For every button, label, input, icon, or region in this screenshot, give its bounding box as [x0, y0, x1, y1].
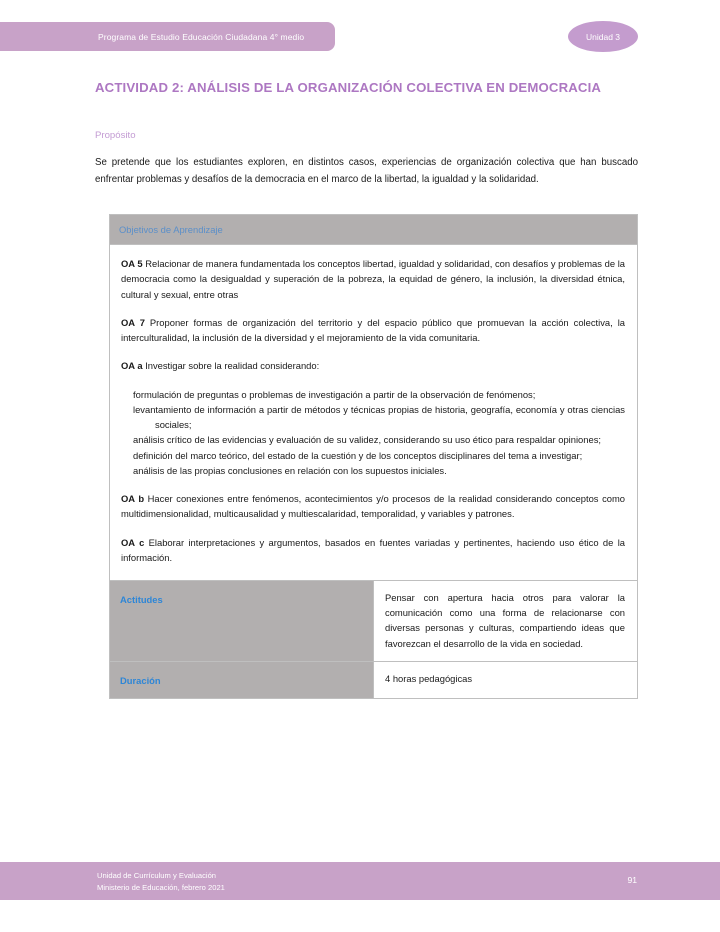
objective-text: Investigar sobre la realidad considerando:: [145, 360, 320, 372]
objective-text: Hacer conexiones entre fenómenos, acontecimientos y/o procesos de la realidad considerando conceptos como multidimensionalidad, multicausalidad y multiescalaridad, temporalidad, y variables y patrones.: [121, 493, 625, 520]
objective-oa-a-subitems: [121, 387, 625, 478]
objective-text: Elaborar interpretaciones y argumentos, basados en fuentes variadas y pertinentes, haciendo uso ético de la información.: [121, 536, 625, 563]
page-number: 91: [627, 875, 637, 885]
objectives-cell: [110, 245, 638, 581]
unit-badge-label: Unidad 3: [585, 31, 621, 42]
table-header-cell: [110, 215, 638, 245]
list-item: análisis de las propias conclusiones en relación con los supuestos iniciales.: [133, 464, 447, 476]
program-banner-label: Programa de Estudio Educación Ciudadana 4° medio: [98, 31, 305, 42]
objective-code: OA 5: [121, 258, 146, 270]
learning-objectives-table: [109, 214, 638, 699]
attitudes-text: Pensar con apertura hacia otros para valorar la comunicación como una forma de relacionarse con diversas personas y culturas, compartiendo ideas que favorezcan el desarrollo de la vida en sociedad.: [385, 591, 625, 649]
objective-code: OA b: [121, 493, 148, 505]
attitudes-label-cell: [110, 580, 374, 661]
table-header-row: [110, 215, 638, 245]
footer-line-2: Ministerio de Educación, febrero 2021: [97, 882, 225, 892]
objective-oa-b: [121, 491, 625, 521]
objective-text: Proponer formas de organización del territorio y del espacio público que promuevan la acción colectiva, la interculturalidad, la inclusión de la diversidad y el mejoramiento de la vida comunitaria.: [121, 316, 626, 344]
objective-oa7: [121, 315, 625, 345]
duration-text: 4 horas pedagógicas: [385, 672, 473, 684]
objective-code: OA a: [121, 360, 146, 372]
duration-value-cell: [374, 661, 638, 698]
objective-code: OA c: [121, 536, 149, 548]
duration-label: Duración: [120, 674, 161, 686]
list-item: levantamiento de información a partir de métodos y técnicas propias de historia, geografía, economía y otras ciencias sociales;: [133, 403, 625, 431]
attitudes-row: [110, 580, 638, 661]
footer-line-1: Unidad de Currículum y Evaluación: [97, 871, 217, 880]
table-header-label: Objetivos de Aprendizaje: [119, 224, 223, 236]
list-item: análisis crítico de las evidencias y evaluación de su validez, considerando su uso ético para respaldar opiniones;: [133, 434, 601, 446]
page-content: [95, 80, 638, 699]
activity-title: ACTIVIDAD 2: ANÁLISIS DE LA ORGANIZACIÓN COLECTIVA EN DEMOCRACIA: [95, 80, 602, 95]
list-item: definición del marco teórico, del estado de la cuestión y de los conceptos disciplinares del tema a investigar;: [133, 449, 583, 461]
objective-text: Relacionar de manera fundamentada los conceptos libertad, igualdad y solidaridad, con desafíos y problemas de la democracia como la desigualdad y superación de la pobreza, la equidad de género, la inclusión, la diversidad étnica, cultural y sexual, entre otras: [121, 258, 625, 300]
objectives-row: [110, 245, 638, 581]
objective-oa-a: [121, 358, 625, 373]
purpose-heading: Propósito: [95, 129, 136, 141]
attitudes-value-cell: [374, 580, 638, 661]
objective-code: OA 7: [121, 316, 150, 328]
duration-label-cell: [110, 661, 374, 698]
duration-row: [110, 661, 638, 698]
purpose-paragraph: Se pretende que los estudiantes exploren, en distintos casos, experiencias de organización colectiva que han buscado enfrentar problemas y desafíos de la democracia en el marco de la libertad, la igualdad y la solidaridad.: [95, 156, 638, 185]
page-header: [0, 0, 720, 66]
program-banner: [0, 22, 335, 51]
page-footer: [0, 862, 720, 900]
attitudes-label: Actitudes: [120, 593, 163, 605]
list-item: formulación de preguntas o problemas de investigación a partir de la observación de fenómenos;: [133, 388, 536, 400]
objective-oa5: [121, 256, 625, 302]
unit-badge: [568, 21, 638, 52]
footer-credits: [97, 870, 225, 894]
objective-oa-c: [121, 535, 625, 565]
